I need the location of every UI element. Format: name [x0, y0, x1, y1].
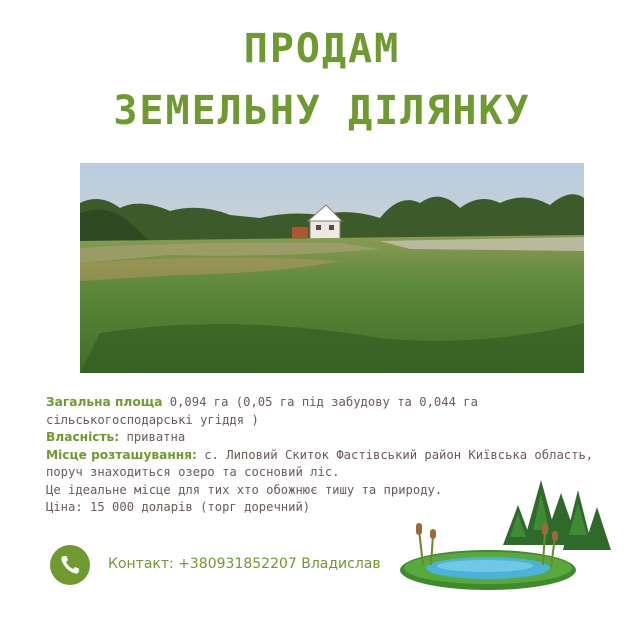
contact-text: Контакт: +380931852207 Владислав [108, 556, 381, 572]
location-label: Місце розташування: [46, 447, 197, 462]
location-value: с. Липовий Скиток Фастівський район Київська область, поруч знаходиться озеро та сосновий ліс. [46, 447, 594, 479]
area-line [46, 394, 606, 429]
phone-icon [50, 545, 90, 585]
area-label: Загальна площа [46, 395, 163, 409]
ownership-value: приватна [119, 430, 186, 444]
area-value: 0,094 га (0,05 га під забудову та 0,044 га сільськогосподарські угіддя ) [46, 395, 478, 427]
pond-illustration [393, 475, 623, 595]
tagline: Це ідеальне місце для тих хто обожнює тишу та природу. [46, 482, 443, 497]
title-line-2: ЗЕМЕЛЬНУ ДІЛЯНКУ [113, 88, 531, 134]
price: Ціна: 15 000 доларів (торг доречний) [46, 500, 311, 514]
land-plot-photo [80, 163, 584, 373]
ownership-label: Власність: [46, 430, 120, 444]
title-line-1: ПРОДАМ [243, 26, 401, 72]
ownership-line [46, 429, 606, 447]
